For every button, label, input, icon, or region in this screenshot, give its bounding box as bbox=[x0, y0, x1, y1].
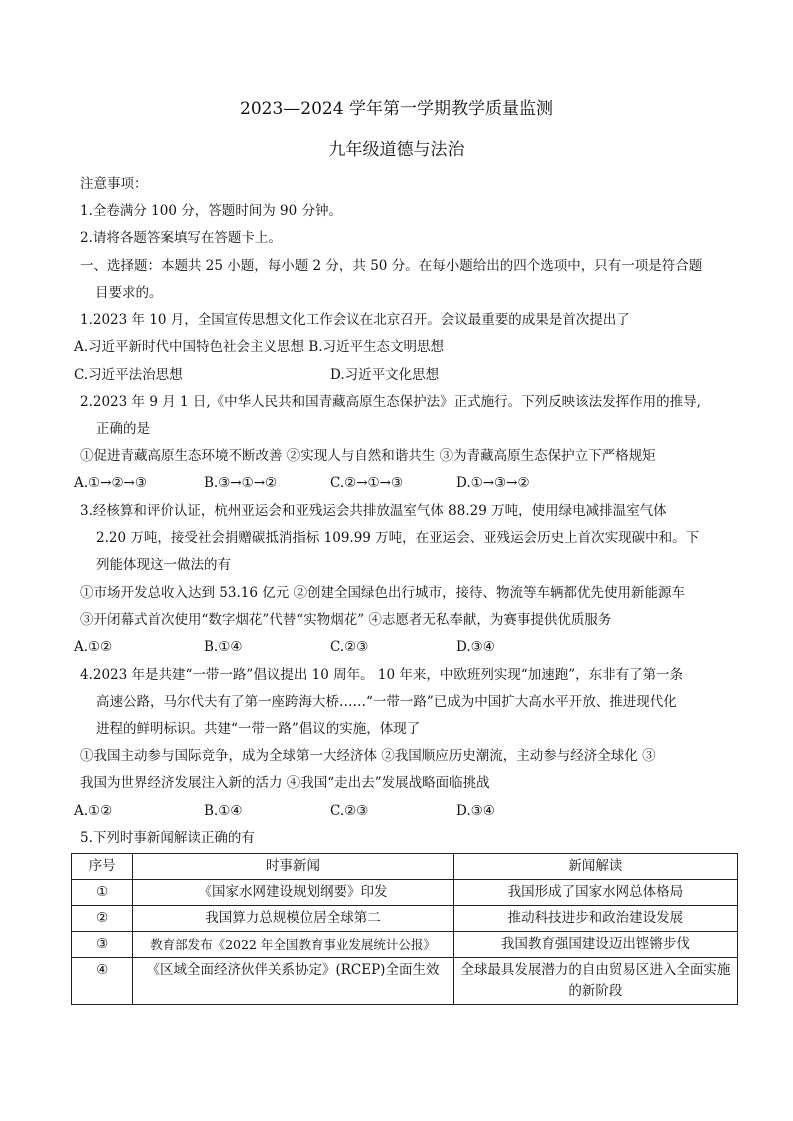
exam-title: 2023—2024 学年第一学期教学质量监测 bbox=[240, 99, 553, 119]
q3-items-2: ③开闭幕式首次使用“数字烟花”代替“实物烟花” ④志愿者无私奉献，为赛事提供优质服务 bbox=[80, 612, 612, 628]
q3-stem-cont1: 2.20 万吨，接受社会捐赠碳抵消指标 109.99 万吨，在亚运会、亚残运会历史上首次实现碳中和。下 bbox=[96, 530, 700, 546]
q3-items-1: ①市场开发总收入达到 53.16 亿元 ②创建全国绿色出行城市，接待、物流等车辆都优先使用新能源车 bbox=[80, 585, 686, 601]
q2-stem: 2.2023 年 9 月 1 日,《中华人民共和国青藏高原生态保护法》正式施行。下列反映该法发挥作用的推导, bbox=[80, 394, 701, 410]
table-header-index: 序号 bbox=[72, 854, 133, 880]
q4-items-2: 我国为世界经济发展注入新的活力 ④我国“走出去”发展战略面临挑战 bbox=[80, 775, 490, 791]
q5-stem: 5.下列时事新闻解读正确的有 bbox=[80, 830, 255, 846]
q2-option-d: D.①→③→② bbox=[456, 475, 530, 491]
q4-stem: 4.2023 年是共建“一带一路”倡议提出 10 周年。 10 年来，中欧班列实现“加速跑”，东非有了第一条 bbox=[80, 667, 684, 683]
q1-option-d: D.习近平文化思想 bbox=[330, 367, 440, 383]
q1-options-ab: A.习近平新时代中国特色社会主义思想 B.习近平生态文明思想 bbox=[74, 339, 445, 355]
table-row bbox=[72, 958, 738, 1005]
q4-stem-cont2: 进程的鲜明标识。共建“一带一路”倡议的实施，体现了 bbox=[96, 721, 421, 737]
row-news: 《国家水网建设规划纲要》印发 bbox=[133, 880, 453, 906]
section-heading: 一、选择题：本题共 25 小题，每小题 2 分，共 50 分。在每小题给出的四个选项中，只有一项是符合题 bbox=[80, 258, 703, 274]
note-1: 1.全卷满分 100 分，答题时间为 90 分钟。 bbox=[80, 203, 342, 219]
q3-stem-cont2: 列能体现这一做法的有 bbox=[96, 557, 231, 573]
q2-option-b: B.③→①→② bbox=[204, 475, 278, 491]
row-interpretation: 推动科技进步和政治建设发展 bbox=[453, 906, 737, 932]
q4-stem-cont1: 高速公路，马尔代夫有了第一座跨海大桥……“一带一路”已成为中国扩大高水平开放、推进现代化 bbox=[96, 694, 677, 710]
table-header-row bbox=[72, 854, 738, 880]
note-2: 2.请将各题答案填写在答题卡上。 bbox=[80, 230, 282, 246]
q2-stem-cont: 正确的是 bbox=[96, 421, 150, 437]
row-index: ④ bbox=[72, 958, 133, 1005]
exam-subtitle: 九年级道德与法治 bbox=[328, 140, 465, 160]
row-news: 我国算力总规模位居全球第二 bbox=[133, 906, 453, 932]
row-interpretation: 全球最具发展潜力的自由贸易区进入全面实施的新阶段 bbox=[453, 958, 737, 1005]
table-header-interpretation: 新闻解读 bbox=[453, 854, 737, 880]
row-interpretation: 我国形成了国家水网总体格局 bbox=[453, 880, 737, 906]
q4-option-c: C.②③ bbox=[330, 803, 369, 819]
section-heading-cont: 目要求的。 bbox=[95, 285, 163, 301]
q3-option-a: A.①② bbox=[74, 639, 113, 655]
q2-option-a: A.①→②→③ bbox=[74, 475, 147, 491]
q4-option-a: A.①② bbox=[74, 803, 113, 819]
q3-option-c: C.②③ bbox=[330, 639, 369, 655]
q3-option-d: D.③④ bbox=[456, 639, 495, 655]
row-index: ② bbox=[72, 906, 133, 932]
row-index: ③ bbox=[72, 932, 133, 958]
table-row bbox=[72, 880, 738, 906]
row-index: ① bbox=[72, 880, 133, 906]
table-row bbox=[72, 906, 738, 932]
row-news: 《区域全面经济伙伴关系协定》(RCEP)全面生效 bbox=[133, 958, 453, 1005]
q1-stem: 1.2023 年 10 月，全国宣传思想文化工作会议在北京召开。会议最重要的成果是首次提出了 bbox=[80, 312, 630, 328]
table-row bbox=[72, 932, 738, 958]
q3-option-b: B.①④ bbox=[204, 639, 243, 655]
q2-option-c: C.②→①→③ bbox=[330, 475, 404, 491]
q1-option-c: C.习近平法治思想 bbox=[74, 367, 183, 383]
q4-option-b: B.①④ bbox=[204, 803, 243, 819]
row-interpretation: 我国教育强国建设迈出铿锵步伐 bbox=[453, 932, 737, 958]
news-table bbox=[71, 853, 738, 1005]
q4-items-1: ①我国主动参与国际竞争，成为全球第一大经济体 ②我国顺应历史潮流，主动参与经济全球化 ③ bbox=[80, 748, 656, 764]
q2-items: ①促进青藏高原生态环境不断改善 ②实现人与自然和谐共生 ③为青藏高原生态保护立下严格规矩 bbox=[80, 448, 656, 464]
notes-heading: 注意事项： bbox=[80, 176, 148, 192]
q4-option-d: D.③④ bbox=[456, 803, 495, 819]
row-news: 教育部发布《2022 年全国教育事业发展统计公报》 bbox=[133, 932, 453, 958]
table-header-news: 时事新闻 bbox=[133, 854, 453, 880]
q3-stem: 3.经核算和评价认证，杭州亚运会和亚残运会共排放温室气体 88.29 万吨，使用绿电减排温室气体 bbox=[80, 503, 667, 519]
